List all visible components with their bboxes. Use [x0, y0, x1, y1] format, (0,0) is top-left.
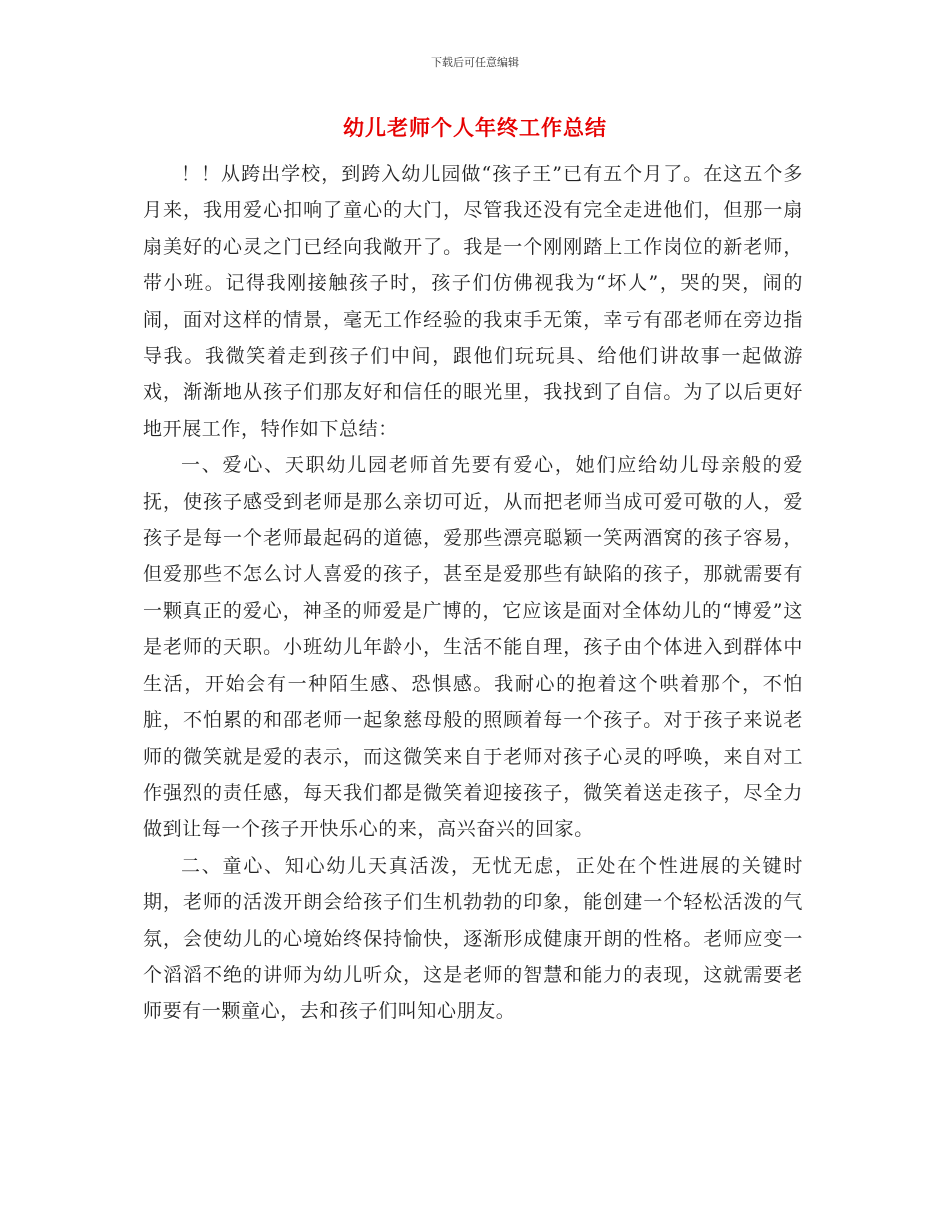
document-body — [143, 156, 803, 1030]
paragraph-intro: ！！从跨出学校，到跨入幼儿园做“孩子王”已有五个月了。在这五个多月来，我用爱心扣响了童心的大门，尽管我还没有完全走进他们，但那一扇扇美好的心灵之门已经向我敞开了。我是一个刚刚踏上工作岗位的新老师，带小班。记得我刚接触孩子时，孩子们仿佛视我为“坏人”，哭的哭，闹的闹，面对这样的情景，毫无工作经验的我束手无策，幸亏有邵老师在旁边指导我。我微笑着走到孩子们中间，跟他们玩玩具、给他们讲故事一起做游戏，渐渐地从孩子们那友好和信任的眼光里，我找到了自信。为了以后更好地开展工作，特作如下总结： — [143, 163, 803, 440]
paragraph-section-2: 二、童心、知心幼儿天真活泼，无忧无虑，正处在个性进展的关键时期，老师的活泼开朗会给孩子们生机勃勃的印象，能创建一个轻松活泼的气氛，会使幼儿的心境始终保持愉快，逐渐形成健康开朗的性格。老师应变一个滔滔不绝的讲师为幼儿听众，这是老师的智慧和能力的表现，这就需要老师要有一颗童心，去和孩子们叫知心朋友。 — [143, 854, 803, 1023]
document-title: 幼儿老师个人年终工作总结 — [343, 116, 607, 140]
paragraph-section-1: 一、爱心、天职幼儿园老师首先要有爱心，她们应给幼儿母亲般的爱抚，使孩子感受到老师是那么亲切可近，从而把老师当成可爱可敬的人，爱孩子是每一个老师最起码的道德，爱那些漂亮聪颖一笑两酒窝的孩子容易，但爱那些不怎么讨人喜爱的孩子，甚至是爱那些有缺陷的孩子，那就需要有一颗真正的爱心，神圣的师爱是广博的，它应该是面对全体幼儿的“博爱”这是老师的天职。小班幼儿年龄小，生活不能自理，孩子由个体进入到群体中生活，开始会有一种陌生感、恐惧感。我耐心的抱着这个哄着那个，不怕脏，不怕累的和邵老师一起象慈母般的照顾着每一个孩子。对于孩子来说老师的微笑就是爱的表示，而这微笑来自于老师对孩子心灵的呼唤，来自对工作强烈的责任感，每天我们都是微笑着迎接孩子，微笑着送走孩子，尽全力做到让每一个孩子开快乐心的来，高兴奋兴的回家。 — [143, 454, 803, 841]
header-note: 下载后可任意编辑 — [431, 56, 519, 69]
